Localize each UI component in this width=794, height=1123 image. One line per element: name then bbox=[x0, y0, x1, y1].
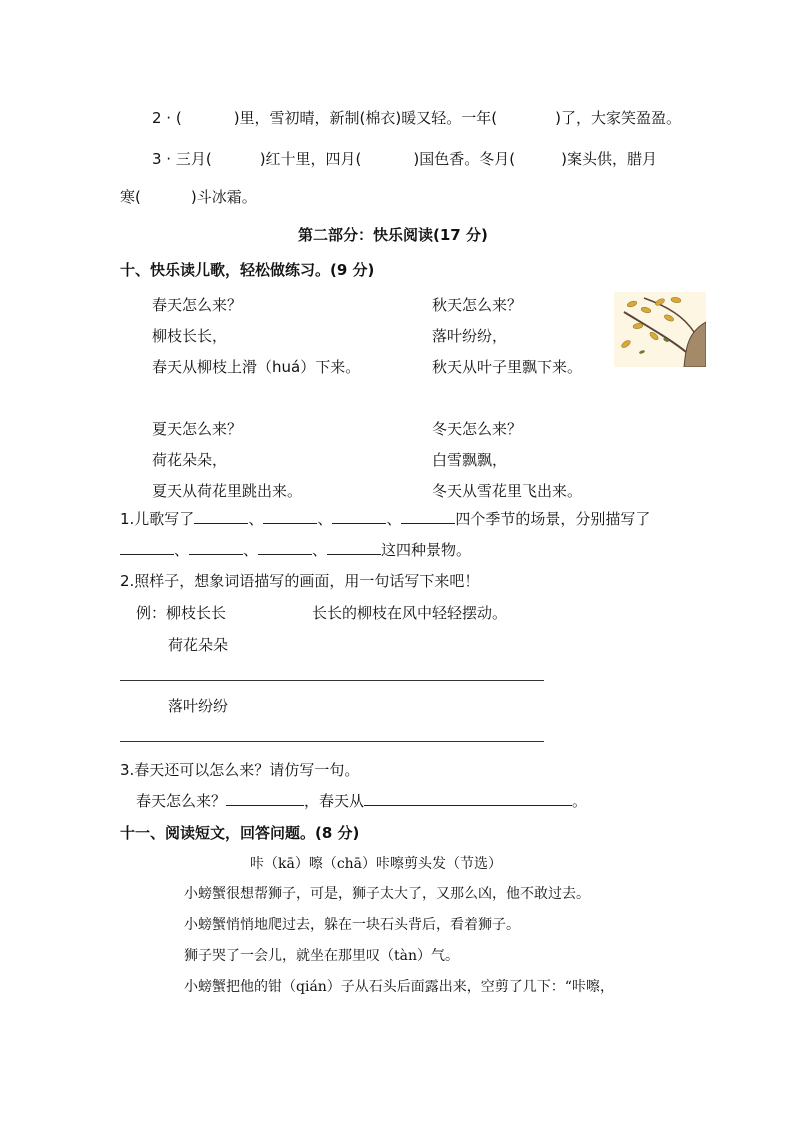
s10-q3-prompt: 3.春天还可以怎么来？请仿写一句。 bbox=[120, 761, 360, 779]
passage-para: 小螃蟹把他的钳（qián）子从石头后面露出来，空剪了几下：“咔嚓， bbox=[184, 979, 614, 995]
passage-para: 狮子哭了一会儿，就坐在那里叹（tàn）气。 bbox=[184, 948, 459, 964]
answer-blank[interactable] bbox=[194, 509, 248, 524]
answer-line[interactable] bbox=[120, 741, 544, 742]
s10-q2-example-answer: 长长的柳枝在风中轻轻摆动。 bbox=[312, 604, 508, 622]
answer-blank[interactable] bbox=[364, 791, 572, 806]
answer-blank[interactable] bbox=[258, 540, 312, 555]
section10-heading: 十、快乐读儿歌，轻松做练习。(9 分) bbox=[120, 261, 375, 279]
s10-q2-item2: 落叶纷纷 bbox=[168, 697, 229, 715]
passage-para: 小螃蟹悄悄地爬过去，躲在一块石头背后，看着狮子。 bbox=[184, 917, 520, 933]
q3-line1: 3 · 三月( )红十里，四月( )国色香。冬月( )案头供，腊月 bbox=[152, 150, 657, 168]
summer-stanza: 夏天怎么来？ 荷花朵朵， 夏天从荷花里跳出来。 bbox=[152, 420, 303, 500]
answer-blank[interactable] bbox=[263, 509, 317, 524]
answer-blank[interactable] bbox=[120, 540, 174, 555]
spring-stanza: 春天怎么来？ 柳枝长长， 春天从柳枝上滑（huá）下来。 bbox=[152, 296, 361, 376]
autumn-tree-illustration bbox=[614, 292, 706, 367]
s10-q3-line: 春天怎么来？ ，春天从 。 bbox=[136, 792, 588, 810]
answer-blank[interactable] bbox=[189, 540, 243, 555]
autumn-stanza: 秋天怎么来？ 落叶纷纷， 秋天从叶子里飘下来。 bbox=[432, 296, 583, 376]
passage-para: 小螃蟹很想帮狮子，可是，狮子太大了，又那么凶，他不敢过去。 bbox=[184, 886, 590, 902]
answer-blank[interactable] bbox=[332, 509, 386, 524]
s10-q1-line1: 1.儿歌写了 、 、 、 四个季节的场景，分别描写了 bbox=[120, 510, 651, 528]
answer-line[interactable] bbox=[120, 680, 544, 681]
answer-blank[interactable] bbox=[401, 509, 455, 524]
part2-title: 第二部分：快乐阅读(17 分) bbox=[298, 226, 488, 244]
answer-blank[interactable] bbox=[327, 540, 381, 555]
section11-heading: 十一、阅读短文，回答问题。(8 分) bbox=[120, 824, 360, 842]
answer-blank[interactable] bbox=[226, 791, 304, 806]
s10-q2-item1: 荷花朵朵 bbox=[168, 636, 229, 654]
q3-line2: 寒( )斗冰霜。 bbox=[120, 188, 257, 206]
s10-q2-example-label: 例：柳枝长长 bbox=[136, 604, 227, 622]
s10-q1-line2: 、 、 、 这四种景物。 bbox=[120, 539, 471, 560]
winter-stanza: 冬天怎么来？ 白雪飘飘， 冬天从雪花里飞出来。 bbox=[432, 420, 583, 500]
passage-title: 咔（kā）嚓（chā）咔嚓剪头发（节选） bbox=[250, 856, 503, 872]
s10-q2-prompt: 2.照样子，想象词语描写的画面，用一句话写下来吧！ bbox=[120, 572, 480, 590]
q2-line: 2 · ( )里，雪初晴，新制(棉衣)暖又轻。一年( )了，大家笑盈盈。 bbox=[152, 109, 681, 127]
